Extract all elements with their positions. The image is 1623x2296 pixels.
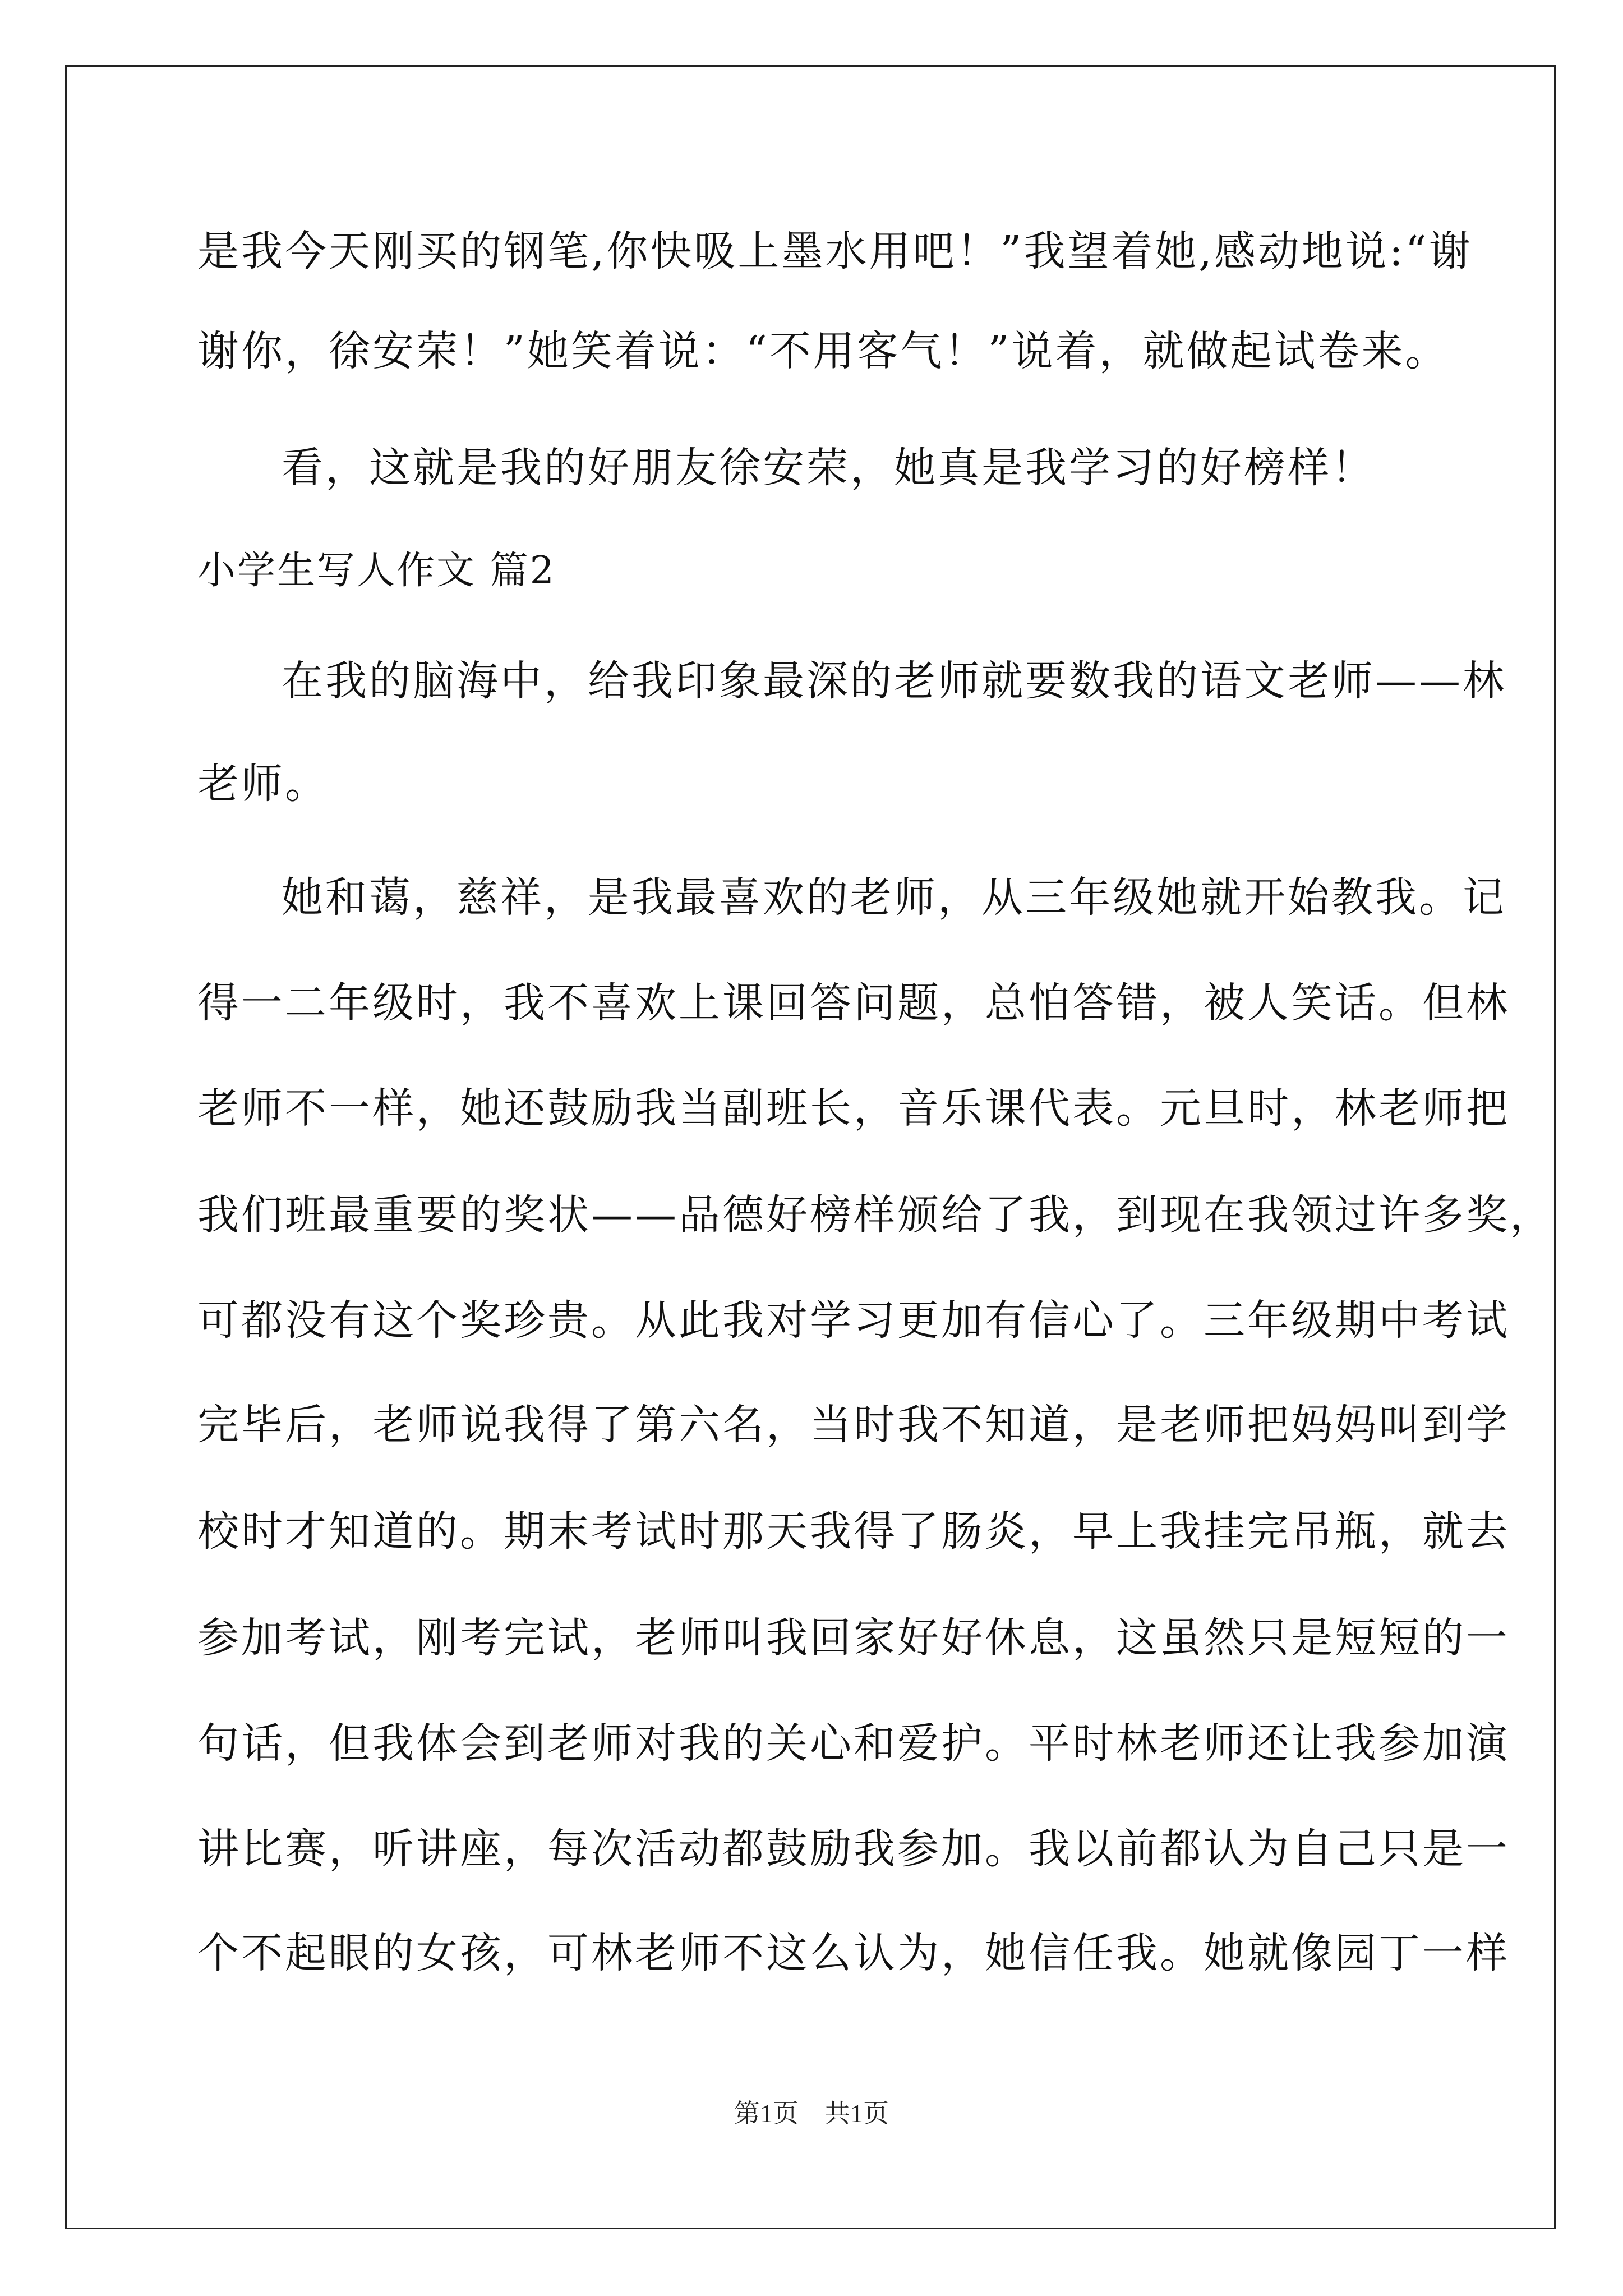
text-line: 句话，但我体会到老师对我的关心和爱护。平时林老师还让我参加演	[197, 1719, 1510, 1768]
paragraph-line: 她和蔼，慈祥，是我最喜欢的老师，从三年级她就开始教我。记	[282, 873, 1506, 922]
text-line: 完毕后，老师说我得了第六名，当时我不知道，是老师把妈妈叫到学	[197, 1401, 1510, 1449]
text-line: 谢你，徐安荣！”她笑着说：“不用客气！”说着，就做起试卷来。	[197, 327, 1449, 375]
text-line: 我们班最重要的奖状——品德好榜样颁给了我，到现在我领过许多奖，	[197, 1191, 1553, 1239]
section-heading: 小学生写人作文 篇2	[197, 549, 556, 593]
text-line: 是我今天刚买的钢笔,你快吸上墨水用吧！”我望着她,感动地说:“谢	[197, 227, 1473, 275]
text-line: 个不起眼的女孩，可林老师不这么认为，她信任我。她就像园丁一样	[197, 1929, 1510, 1977]
paragraph-line: 看，这就是我的好朋友徐安荣，她真是我学习的好榜样！	[282, 444, 1375, 492]
paragraph-line: 在我的脑海中，给我印象最深的老师就要数我的语文老师——林	[282, 657, 1506, 705]
text-line: 得一二年级时，我不喜欢上课回答问题，总怕答错，被人笑话。但林	[197, 979, 1510, 1027]
text-line: 老师。	[197, 760, 329, 808]
page-footer: 第1页 共1页	[734, 2099, 889, 2128]
text-line: 校时才知道的。期末考试时那天我得了肠炎，早上我挂完吊瓶，就去	[197, 1507, 1510, 1556]
text-line: 可都没有这个奖珍贵。从此我对学习更加有信心了。三年级期中考试	[197, 1296, 1510, 1345]
page-border	[65, 65, 1556, 2229]
text-line: 参加考试，刚考完试，老师叫我回家好好休息，这虽然只是短短的一	[197, 1614, 1510, 1662]
text-line: 老师不一样，她还鼓励我当副班长，音乐课代表。元旦时，林老师把	[197, 1084, 1510, 1133]
text-line: 讲比赛，听讲座，每次活动都鼓励我参加。我以前都认为自己只是一	[197, 1825, 1510, 1873]
